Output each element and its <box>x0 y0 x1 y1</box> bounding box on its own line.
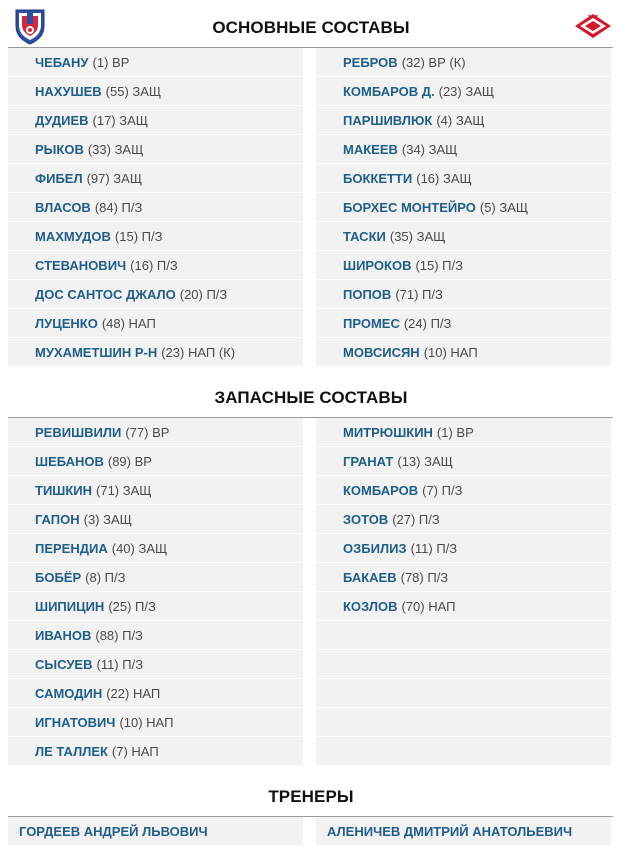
player-name[interactable]: ГАПОН <box>35 511 80 527</box>
player-name[interactable]: ОЗБИЛИЗ <box>343 540 407 556</box>
player-name[interactable]: БОБЁР <box>35 569 82 585</box>
player-name[interactable]: КОЗЛОВ <box>343 598 398 614</box>
player-name[interactable]: РЕБРОВ <box>343 54 398 70</box>
player-name[interactable]: МУХАМЕТШИН Р-Н <box>35 344 158 360</box>
player-info: (89) ВР <box>107 453 152 469</box>
player-row <box>8 563 303 592</box>
player-name[interactable]: НАХУШЕВ <box>35 83 102 99</box>
coach-row <box>8 817 303 846</box>
player-info: (78) П/З <box>400 569 449 585</box>
home-main-lineup <box>8 48 303 367</box>
player-row <box>8 135 303 164</box>
player-name[interactable]: ЗОТОВ <box>343 511 389 527</box>
player-info: (7) НАП <box>111 743 159 759</box>
away-coach-box <box>316 817 611 846</box>
player-name[interactable]: СТЕВАНОВИЧ <box>35 257 127 273</box>
player-row <box>316 251 611 280</box>
player-row <box>8 251 303 280</box>
player-name[interactable]: ПЕРЕНДИА <box>35 540 108 556</box>
player-info: (97) ЗАЩ <box>86 170 143 186</box>
player-row <box>8 737 303 766</box>
player-info: (15) П/З <box>415 257 463 273</box>
player-info: (17) ЗАЩ <box>92 112 148 128</box>
player-info: (35) ЗАЩ <box>389 228 446 244</box>
player-info: (71) ЗАЩ <box>96 482 152 498</box>
player-name[interactable]: БАКАЕВ <box>343 569 397 585</box>
player-name[interactable]: ГРАНАТ <box>343 453 394 469</box>
away-coach-name[interactable]: АЛЕНИЧЕВ ДМИТРИЙ АНАТОЛЬЕВИЧ <box>327 823 573 839</box>
player-info: (10) НАП <box>119 714 174 730</box>
player-row <box>316 164 611 193</box>
player-name[interactable]: ПАРШИВЛЮК <box>343 112 433 128</box>
player-info: (1) ВР <box>92 54 130 70</box>
player-info: (20) П/З <box>179 286 228 302</box>
player-name[interactable]: ПОПОВ <box>343 286 392 302</box>
player-name[interactable]: МИТРЮШКИН <box>343 424 433 440</box>
player-info: (48) НАП <box>101 315 156 331</box>
player-info: (34) ЗАЩ <box>401 141 458 157</box>
player-name[interactable]: ЧЕБАНУ <box>35 54 89 70</box>
player-row <box>316 418 611 447</box>
player-row <box>316 106 611 135</box>
player-info: (33) ЗАЩ <box>87 141 144 157</box>
player-name[interactable]: МАКЕЕВ <box>343 141 398 157</box>
player-info: (70) НАП <box>401 598 456 614</box>
player-name[interactable]: ШЕБАНОВ <box>35 453 104 469</box>
player-row <box>8 418 303 447</box>
player-row <box>316 280 611 309</box>
player-info: (77) ВР <box>125 424 170 440</box>
player-row <box>316 309 611 338</box>
player-row <box>316 193 611 222</box>
player-row <box>316 338 611 367</box>
player-name[interactable]: РЫКОВ <box>35 141 84 157</box>
player-info: (23) НАП (К) <box>161 344 236 360</box>
player-row <box>316 447 611 476</box>
player-row <box>8 193 303 222</box>
player-name[interactable]: ДОС САНТОС ДЖАЛО <box>35 286 176 302</box>
player-name[interactable]: КОМБАРОВ <box>343 482 419 498</box>
player-row <box>8 106 303 135</box>
player-info: (15) П/З <box>114 228 163 244</box>
player-row <box>8 280 303 309</box>
player-name[interactable]: ШИРОКОВ <box>343 257 412 273</box>
player-name[interactable]: МАХМУДОВ <box>35 228 111 244</box>
player-name[interactable]: ПРОМЕС <box>343 315 400 331</box>
player-info: (27) П/З <box>392 511 440 527</box>
player-info: (88) П/З <box>95 627 143 643</box>
player-row <box>316 222 611 251</box>
player-row <box>8 222 303 251</box>
player-row <box>316 708 611 737</box>
player-info: (11) П/З <box>410 540 458 556</box>
player-name[interactable]: ВЛАСОВ <box>35 199 91 215</box>
player-info: (32) ВР (К) <box>401 54 466 70</box>
player-name[interactable]: ЛЕ ТАЛЛЕК <box>35 743 108 759</box>
player-info: (13) ЗАЩ <box>397 453 453 469</box>
player-info: (22) НАП <box>106 685 161 701</box>
player-info: (84) П/З <box>94 199 143 215</box>
player-row <box>8 164 303 193</box>
player-row <box>8 592 303 621</box>
player-name[interactable]: ИГНАТОВИЧ <box>35 714 116 730</box>
player-name[interactable]: САМОДИН <box>35 685 103 701</box>
player-info: (16) ЗАЩ <box>416 170 472 186</box>
player-name[interactable]: СЫСУЕВ <box>35 656 93 672</box>
svg-text:★★★: ★★★ <box>587 13 599 18</box>
player-row <box>316 135 611 164</box>
player-row <box>316 650 611 679</box>
coach-row <box>316 817 611 846</box>
player-name[interactable]: БОРХЕС МОНТЕЙРО <box>343 199 476 215</box>
player-info: (3) ЗАЩ <box>83 511 132 527</box>
home-coach-box <box>8 817 303 846</box>
player-row <box>316 563 611 592</box>
player-name[interactable]: ФИБЕЛ <box>35 170 83 186</box>
player-row <box>8 650 303 679</box>
player-info: (4) ЗАЩ <box>436 112 485 128</box>
player-row <box>8 476 303 505</box>
player-name[interactable]: ТИШКИН <box>35 482 93 498</box>
player-name[interactable]: ЛУЦЕНКО <box>35 315 98 331</box>
player-row <box>8 708 303 737</box>
player-info: (24) П/З <box>403 315 452 331</box>
player-name[interactable]: ИВАНОВ <box>35 627 92 643</box>
player-name[interactable]: РЕВИШВИЛИ <box>35 424 122 440</box>
player-info: (7) П/З <box>422 482 463 498</box>
player-row <box>316 48 611 77</box>
player-name[interactable]: БОККЕТТИ <box>343 170 413 186</box>
player-row <box>316 621 611 650</box>
player-row <box>8 534 303 563</box>
player-row <box>316 77 611 106</box>
player-info: (25) П/З <box>108 598 156 614</box>
player-name[interactable]: ШИПИЦИН <box>35 598 105 614</box>
player-name[interactable]: МОВСИСЯН <box>343 344 420 360</box>
player-row <box>316 534 611 563</box>
player-info: (11) П/З <box>96 656 144 672</box>
player-info: (5) ЗАЩ <box>479 199 529 215</box>
coaches-title: ТРЕНЕРЫ <box>268 787 354 806</box>
main-lineups-title: ОСНОВНЫЕ СОСТАВЫ <box>212 18 410 37</box>
player-info: (71) П/З <box>395 286 443 302</box>
away-main-lineup <box>316 48 611 367</box>
player-info: (23) ЗАЩ <box>438 83 495 99</box>
player-row <box>316 505 611 534</box>
player-info: (40) ЗАЩ <box>111 540 168 556</box>
subs-title: ЗАПАСНЫЕ СОСТАВЫ <box>214 388 408 407</box>
player-row <box>8 621 303 650</box>
player-info: (10) НАП <box>423 344 478 360</box>
player-row <box>316 476 611 505</box>
player-row <box>8 447 303 476</box>
player-row <box>316 737 611 766</box>
away-subs-list <box>316 418 611 766</box>
home-subs-list <box>8 418 303 766</box>
player-row <box>316 679 611 708</box>
player-info: (1) ВР <box>436 424 474 440</box>
player-info: (16) П/З <box>130 257 178 273</box>
player-info: (8) П/З <box>85 569 126 585</box>
player-name[interactable]: ДУДИЕВ <box>35 112 89 128</box>
player-row <box>8 505 303 534</box>
player-row <box>8 77 303 106</box>
home-coach-name[interactable]: ГОРДЕЕВ АНДРЕЙ ЛЬВОВИЧ <box>19 823 208 839</box>
player-row <box>8 309 303 338</box>
player-row <box>8 338 303 367</box>
player-name[interactable]: КОМБАРОВ Д. <box>343 83 435 99</box>
player-row <box>316 592 611 621</box>
player-row <box>8 48 303 77</box>
player-row <box>8 679 303 708</box>
player-name[interactable]: ТАСКИ <box>343 228 386 244</box>
player-info: (55) ЗАЩ <box>105 83 162 99</box>
